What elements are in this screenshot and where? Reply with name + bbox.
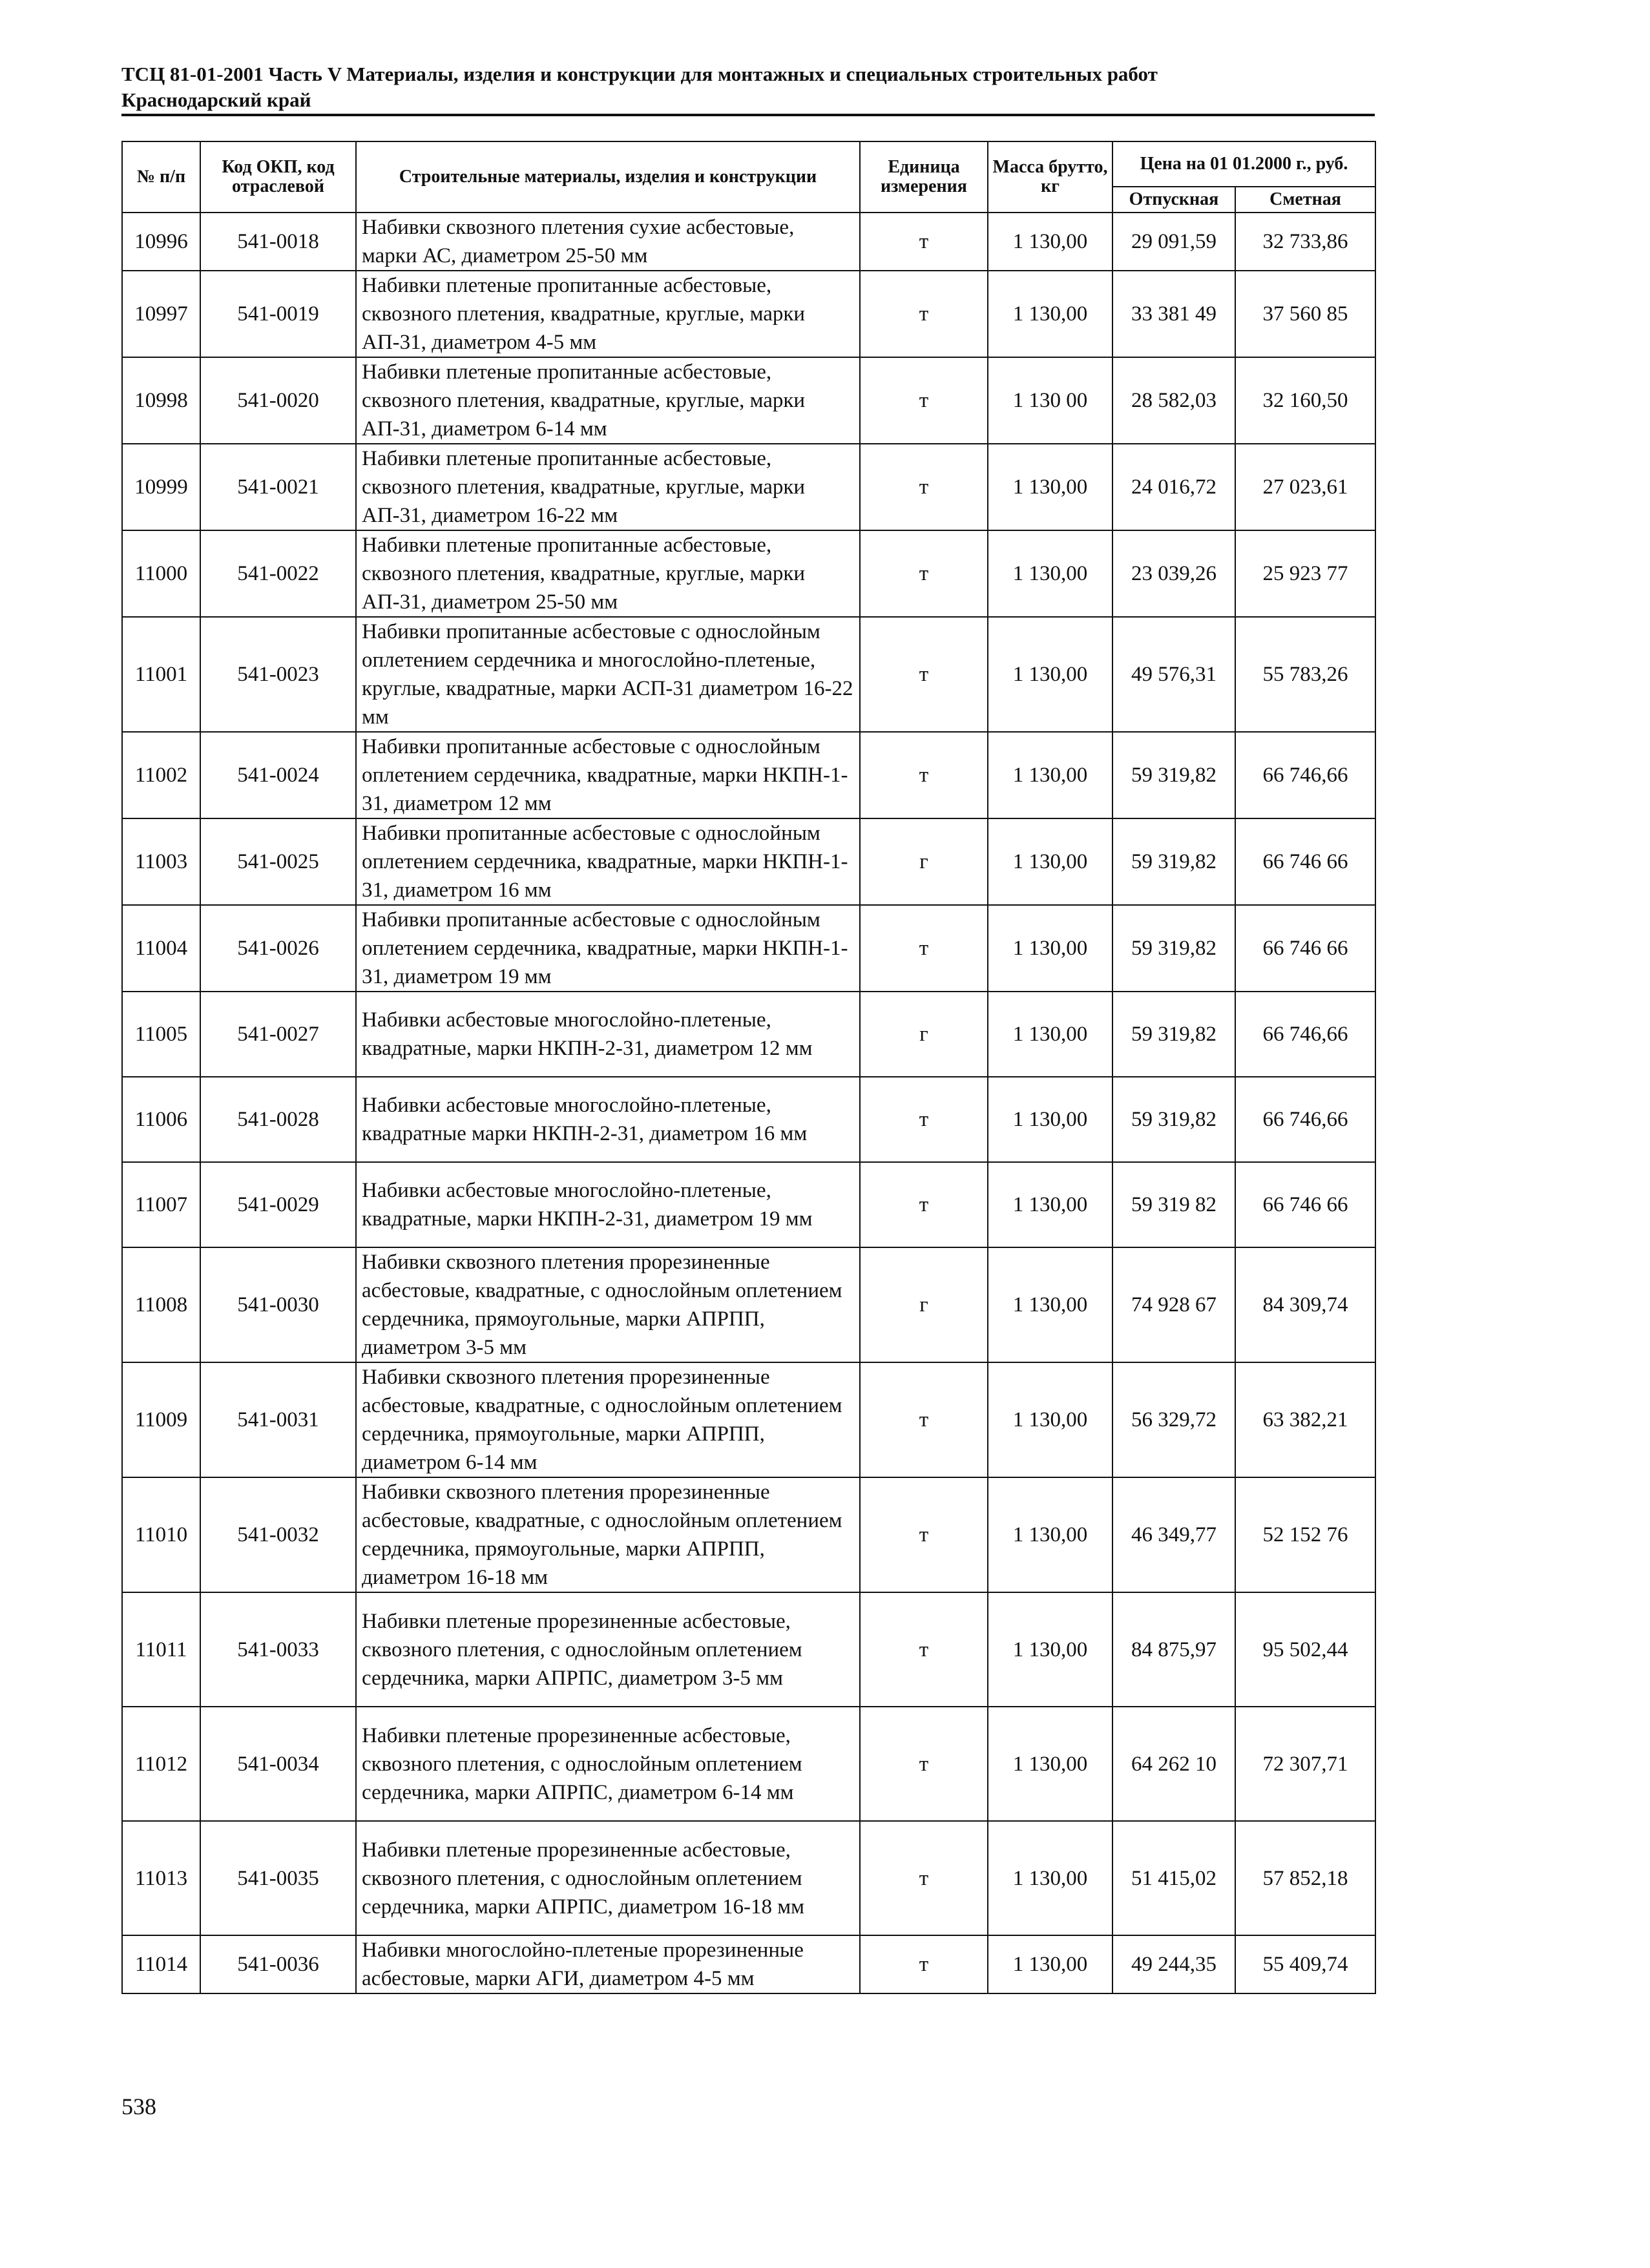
row-name: Набивки плетеные пропитанные асбестовые, сквозного плетения, квадратные, круглые, марки АП-31, диаметром 16-22 мм [356,444,860,530]
row-price-estimate: 52 152 76 [1235,1477,1375,1592]
row-num: 11014 [122,1935,200,1993]
row-num: 10997 [122,271,200,357]
row-num: 11005 [122,992,200,1077]
row-num: 11003 [122,818,200,905]
table-row [122,1362,1375,1477]
row-price-estimate: 37 560 85 [1235,271,1375,357]
row-mass: 1 130,00 [988,1935,1112,1993]
table-body [122,213,1375,1993]
row-price-estimate: 66 746 66 [1235,905,1375,992]
row-unit: т [860,1077,988,1162]
row-name: Набивки асбестовые многослойно-плетеные, квадратные марки НКПН-2-31, диаметром 16 мм [356,1077,860,1162]
row-code: 541-0019 [200,271,356,357]
row-code: 541-0026 [200,905,356,992]
row-price-estimate: 66 746,66 [1235,992,1375,1077]
row-price-estimate: 63 382,21 [1235,1362,1375,1477]
row-code: 541-0036 [200,1935,356,1993]
row-name: Набивки многослойно-плетеные прорезиненные асбестовые, марки АГИ, диаметром 4-5 мм [356,1935,860,1993]
row-mass: 1 130,00 [988,732,1112,818]
row-price-estimate: 84 309,74 [1235,1247,1375,1362]
row-price-release: 59 319,82 [1112,732,1235,818]
row-price-release: 24 016,72 [1112,444,1235,530]
row-num: 11011 [122,1592,200,1707]
row-price-estimate: 66 746,66 [1235,1077,1375,1162]
row-unit: т [860,732,988,818]
row-code: 541-0022 [200,530,356,617]
table-row [122,1707,1375,1821]
row-name: Набивки сквозного плетения прорезиненные асбестовые, квадратные, с однослойным оплетением сердечника, прямоугольные, марки АПРПП, диаметром 3-5 мм [356,1247,860,1362]
table-header-row [122,141,1375,187]
row-unit: т [860,1362,988,1477]
row-unit: т [860,444,988,530]
row-unit: т [860,271,988,357]
row-name: Набивки пропитанные асбестовые с однослойным оплетением сердечника, квадратные, марки НКПН-1-31, диаметром 19 мм [356,905,860,992]
row-name: Набивки сквозного плетения сухие асбестовые, марки АС, диаметром 25-50 мм [356,213,860,271]
row-name: Набивки плетеные пропитанные асбестовые, сквозного плетения, квадратные, круглые, марки АП-31, диаметром 6-14 мм [356,357,860,444]
table-row [122,1247,1375,1362]
header-price-group: Цена на 01 01.2000 г., руб. [1112,141,1375,187]
row-mass: 1 130,00 [988,1162,1112,1247]
row-mass: 1 130,00 [988,992,1112,1077]
row-code: 541-0025 [200,818,356,905]
table-row [122,905,1375,992]
row-price-estimate: 57 852,18 [1235,1821,1375,1935]
row-code: 541-0030 [200,1247,356,1362]
header-price-release: Отпускная [1112,187,1235,213]
table-row [122,732,1375,818]
row-mass: 1 130,00 [988,1821,1112,1935]
row-price-release: 51 415,02 [1112,1821,1235,1935]
row-price-estimate: 95 502,44 [1235,1592,1375,1707]
row-mass: 1 130,00 [988,1707,1112,1821]
row-code: 541-0023 [200,617,356,732]
header-price-estimate: Сметная [1235,187,1375,213]
table-row [122,818,1375,905]
row-price-release: 59 319,82 [1112,992,1235,1077]
row-unit: т [860,530,988,617]
row-name: Набивки пропитанные асбестовые с однослойным оплетением сердечника, квадратные, марки НКПН-1-31, диаметром 16 мм [356,818,860,905]
row-price-estimate: 55 409,74 [1235,1935,1375,1993]
row-price-release: 23 039,26 [1112,530,1235,617]
row-mass: 1 130,00 [988,213,1112,271]
row-mass: 1 130,00 [988,1247,1112,1362]
table-row [122,271,1375,357]
page-number: 538 [121,2094,156,2119]
row-unit: т [860,1935,988,1993]
row-num: 11002 [122,732,200,818]
row-unit: т [860,357,988,444]
row-unit: г [860,1247,988,1362]
row-num: 10999 [122,444,200,530]
row-name: Набивки плетеные прорезиненные асбестовые, сквозного плетения, с однослойным оплетением сердечника, марки АПРПС, диаметром 16-18 мм [356,1821,860,1935]
row-price-estimate: 32 160,50 [1235,357,1375,444]
table-row [122,1477,1375,1592]
row-mass: 1 130,00 [988,530,1112,617]
header-rule [121,114,1375,116]
row-price-release: 49 576,31 [1112,617,1235,732]
row-name: Набивки плетеные пропитанные асбестовые, сквозного плетения, квадратные, круглые, марки АП-31, диаметром 4-5 мм [356,271,860,357]
row-code: 541-0032 [200,1477,356,1592]
row-name: Набивки плетеные прорезиненные асбестовые, сквозного плетения, с однослойным оплетением сердечника, марки АПРПС, диаметром 3-5 мм [356,1592,860,1707]
row-name: Набивки асбестовые многослойно-плетеные, квадратные, марки НКПН-2-31, диаметром 12 мм [356,992,860,1077]
row-num: 11010 [122,1477,200,1592]
row-unit: т [860,1707,988,1821]
row-num: 11012 [122,1707,200,1821]
table-row [122,357,1375,444]
row-mass: 1 130,00 [988,1077,1112,1162]
row-mass: 1 130,00 [988,1362,1112,1477]
row-code: 541-0020 [200,357,356,444]
table-row [122,213,1375,271]
row-price-estimate: 66 746,66 [1235,732,1375,818]
table-row [122,1077,1375,1162]
row-unit: г [860,818,988,905]
row-code: 541-0029 [200,1162,356,1247]
row-name: Набивки плетеные пропитанные асбестовые, сквозного плетения, квадратные, круглые, марки АП-31, диаметром 25-50 мм [356,530,860,617]
row-unit: т [860,1162,988,1247]
row-mass: 1 130,00 [988,818,1112,905]
row-code: 541-0034 [200,1707,356,1821]
row-price-release: 74 928 67 [1112,1247,1235,1362]
page-header [121,61,1375,113]
row-name: Набивки сквозного плетения прорезиненные асбестовые, квадратные, с однослойным оплетением сердечника, прямоугольные, марки АПРПП, диаметром 6-14 мм [356,1362,860,1477]
header-name: Строительные материалы, изделия и конструкции [356,141,860,213]
row-price-estimate: 25 923 77 [1235,530,1375,617]
row-code: 541-0018 [200,213,356,271]
row-code: 541-0028 [200,1077,356,1162]
row-code: 541-0024 [200,732,356,818]
row-num: 11009 [122,1362,200,1477]
region-title: Краснодарский край [121,88,311,111]
row-price-estimate: 72 307,71 [1235,1707,1375,1821]
row-name: Набивки асбестовые многослойно-плетеные, квадратные, марки НКПН-2-31, диаметром 19 мм [356,1162,860,1247]
row-num: 11000 [122,530,200,617]
row-unit: т [860,213,988,271]
table-row [122,530,1375,617]
row-num: 11007 [122,1162,200,1247]
row-code: 541-0035 [200,1821,356,1935]
row-mass: 1 130,00 [988,617,1112,732]
row-price-release: 59 319,82 [1112,1077,1235,1162]
row-num: 10996 [122,213,200,271]
row-price-release: 49 244,35 [1112,1935,1235,1993]
row-code: 541-0021 [200,444,356,530]
row-unit: г [860,992,988,1077]
row-mass: 1 130,00 [988,1592,1112,1707]
header-code: Код ОКП, код отраслевой [200,141,356,213]
row-code: 541-0033 [200,1592,356,1707]
row-mass: 1 130,00 [988,905,1112,992]
table-row [122,444,1375,530]
row-mass: 1 130,00 [988,444,1112,530]
table-row [122,1935,1375,1993]
row-price-release: 29 091,59 [1112,213,1235,271]
row-price-release: 33 381 49 [1112,271,1235,357]
table-row [122,617,1375,732]
row-price-estimate: 66 746 66 [1235,818,1375,905]
row-price-release: 59 319 82 [1112,1162,1235,1247]
header-unit: Единица измерения [860,141,988,213]
row-num: 10998 [122,357,200,444]
row-price-release: 64 262 10 [1112,1707,1235,1821]
table-row [122,1592,1375,1707]
row-num: 11004 [122,905,200,992]
header-num: № п/п [122,141,200,213]
row-price-estimate: 27 023,61 [1235,444,1375,530]
row-mass: 1 130 00 [988,357,1112,444]
document-title: ТСЦ 81-01-2001 Часть V Материалы, изделия и конструкции для монтажных и специальных строительных работ [121,63,1158,85]
row-price-release: 56 329,72 [1112,1362,1235,1477]
row-num: 11013 [122,1821,200,1935]
row-unit: т [860,1592,988,1707]
row-price-release: 46 349,77 [1112,1477,1235,1592]
row-price-estimate: 66 746 66 [1235,1162,1375,1247]
row-price-release: 59 319,82 [1112,905,1235,992]
row-unit: т [860,617,988,732]
row-num: 11008 [122,1247,200,1362]
row-num: 11001 [122,617,200,732]
row-num: 11006 [122,1077,200,1162]
row-name: Набивки плетеные прорезиненные асбестовые, сквозного плетения, с однослойным оплетением сердечника, марки АПРПС, диаметром 6-14 мм [356,1707,860,1821]
row-unit: т [860,1477,988,1592]
row-price-release: 84 875,97 [1112,1592,1235,1707]
table-row [122,1821,1375,1935]
row-price-release: 59 319,82 [1112,818,1235,905]
row-name: Набивки пропитанные асбестовые с однослойным оплетением сердечника и многослойно-плетеные, круглые, квадратные, марки АСП-31 диаметром 16-22 мм [356,617,860,732]
row-unit: т [860,1821,988,1935]
row-code: 541-0027 [200,992,356,1077]
row-mass: 1 130,00 [988,271,1112,357]
row-price-estimate: 55 783,26 [1235,617,1375,732]
row-unit: т [860,905,988,992]
row-name: Набивки сквозного плетения прорезиненные асбестовые, квадратные, с однослойным оплетением сердечника, прямоугольные, марки АПРПП, диаметром 16-18 мм [356,1477,860,1592]
row-price-release: 28 582,03 [1112,357,1235,444]
table-row [122,992,1375,1077]
row-code: 541-0031 [200,1362,356,1477]
header-mass: Масса брутто, кг [988,141,1112,213]
materials-table [121,141,1376,1994]
row-price-estimate: 32 733,86 [1235,213,1375,271]
row-mass: 1 130,00 [988,1477,1112,1592]
table-row [122,1162,1375,1247]
row-name: Набивки пропитанные асбестовые с однослойным оплетением сердечника, квадратные, марки НКПН-1-31, диаметром 12 мм [356,732,860,818]
